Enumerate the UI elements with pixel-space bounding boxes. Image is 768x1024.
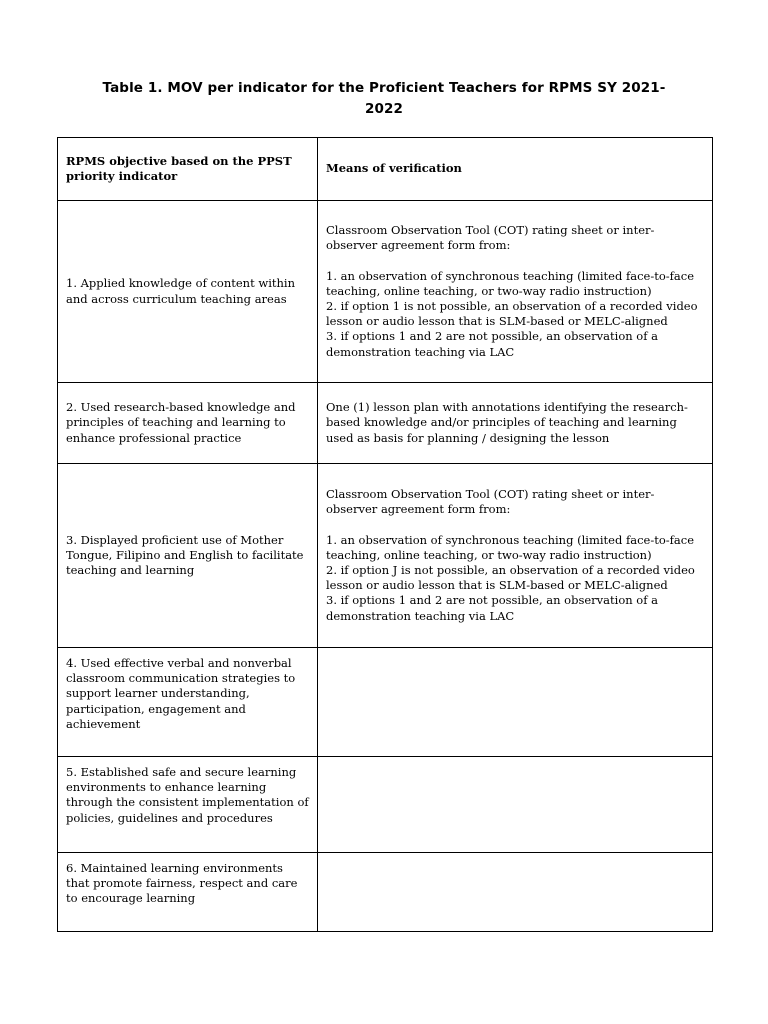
row-2-mov: One (1) lesson plan with annotations identifying the research-based knowledge and/or principles of teaching and learning used as basis for planning / designing the lesson bbox=[318, 383, 713, 464]
row-1-mov-spacer bbox=[326, 254, 704, 269]
row-4-mov bbox=[318, 648, 713, 757]
row-1-mov bbox=[318, 201, 713, 383]
table-row bbox=[58, 464, 713, 648]
row-1-mov-item-2: 2. if option 1 is not possible, an observation of a recorded video lesson or audio lesson that is SLM-based or MELC-aligned bbox=[326, 299, 698, 329]
row-6-mov bbox=[318, 853, 713, 932]
row-1-mov-item-3: 3. if options 1 and 2 are not possible, an observation of a demonstration teaching via LAC bbox=[326, 329, 658, 359]
row-5-objective: 5. Established safe and secure learning environments to enhance learning through the consistent implementation of policies, guidelines and procedures bbox=[58, 757, 318, 853]
row-1-objective: 1. Applied knowledge of content within and across curriculum teaching areas bbox=[58, 201, 318, 383]
table-row bbox=[58, 757, 713, 853]
table-row bbox=[58, 201, 713, 383]
row-1-mov-intro: Classroom Observation Tool (COT) rating sheet or inter-observer agreement form from: bbox=[326, 223, 655, 253]
row-3-mov-item-3: 3. if options 1 and 2 are not possible, an observation of a demonstration teaching via LAC bbox=[326, 593, 658, 623]
row-3-mov-item-2: 2. if option J is not possible, an observation of a recorded video lesson or audio lesson that is SLM-based or MELC-aligned bbox=[326, 563, 695, 593]
table-header-row bbox=[58, 138, 713, 201]
row-3-mov-intro: Classroom Observation Tool (COT) rating sheet or inter-observer agreement form from: bbox=[326, 487, 655, 517]
document-title-line-1: Table 1. MOV per indicator for the Proficient Teachers for RPMS SY 2021- bbox=[102, 80, 666, 96]
mov-table bbox=[57, 137, 713, 932]
document-title bbox=[60, 78, 708, 120]
header-objective: RPMS objective based on the PPST priority indicator bbox=[58, 138, 318, 201]
row-4-objective: 4. Used effective verbal and nonverbal classroom communication strategies to support learner understanding, participation, engagement and achievement bbox=[58, 648, 318, 757]
header-mov: Means of verification bbox=[318, 138, 713, 201]
row-3-objective: 3. Displayed proficient use of Mother Tongue, Filipino and English to facilitate teaching and learning bbox=[58, 464, 318, 648]
table-row bbox=[58, 383, 713, 464]
row-3-mov-item-1: 1. an observation of synchronous teaching (limited face-to-face teaching, online teaching, or two-way radio instruction) bbox=[326, 532, 695, 562]
row-2-objective: 2. Used research-based knowledge and principles of teaching and learning to enhance professional practice bbox=[58, 383, 318, 464]
table-row bbox=[58, 853, 713, 932]
row-5-mov bbox=[318, 757, 713, 853]
row-3-mov bbox=[318, 464, 713, 648]
document-title-line-2: 2022 bbox=[365, 101, 403, 117]
row-6-objective: 6. Maintained learning environments that promote fairness, respect and care to encourage learning bbox=[58, 853, 318, 932]
table-row bbox=[58, 648, 713, 757]
row-3-mov-spacer bbox=[326, 518, 704, 533]
row-1-mov-item-1: 1. an observation of synchronous teaching (limited face-to-face teaching, online teaching, or two-way radio instruction) bbox=[326, 268, 695, 298]
